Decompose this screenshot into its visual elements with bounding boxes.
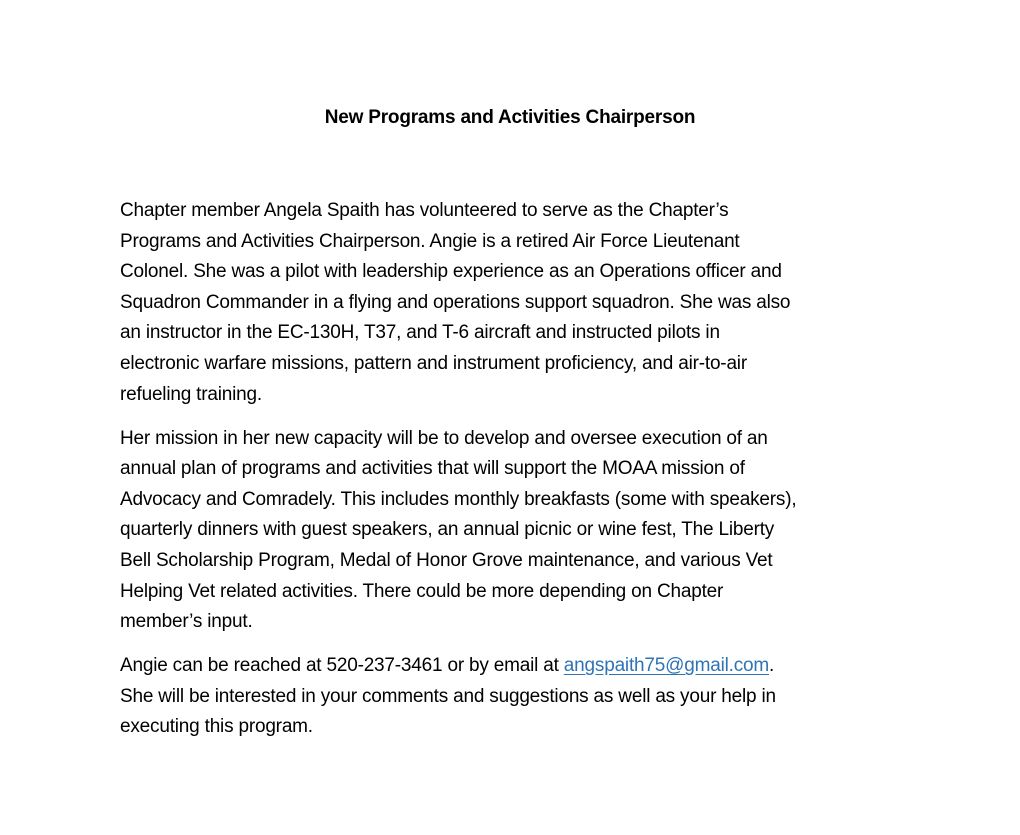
text-line: Squadron Commander in a flying and operations support squadron. She was also (120, 291, 791, 313)
text-line: an instructor in the EC-130H, T37, and T-6 aircraft and instructed pilots in (120, 322, 720, 344)
text-line: executing this program. (120, 716, 313, 738)
text-line: Helping Vet related activities. There could be more depending on Chapter (120, 580, 724, 602)
text-line: She will be interested in your comments and suggestions as well as your help in (120, 685, 776, 707)
text-line: Her mission in her new capacity will be to develop and oversee execution of an (120, 427, 768, 449)
email-link[interactable]: angspaith75@gmail.com (563, 655, 769, 677)
document-body (120, 196, 910, 743)
contact-text-after-link: . (769, 655, 775, 677)
text-line: quarterly dinners with guest speakers, an annual picnic or wine fest, The Liberty (120, 519, 775, 541)
document-title: New Programs and Activities Chairperson (324, 107, 696, 128)
text-line (120, 651, 910, 682)
text-line: Advocacy and Comradely. This includes monthly breakfasts (some with speakers), (120, 488, 797, 510)
text-line: refueling training. (120, 383, 262, 405)
text-line: electronic warfare missions, pattern and instrument proficiency, and air-to-air (120, 352, 747, 374)
text-line: Colonel. She was a pilot with leadership experience as an Operations officer and (120, 261, 782, 283)
text-line: Bell Scholarship Program, Medal of Honor Grove maintenance, and various Vet (120, 549, 773, 571)
paragraph-mission (120, 424, 910, 638)
text-line: annual plan of programs and activities that will support the MOAA mission of (120, 458, 745, 480)
paragraph-contact (120, 651, 910, 743)
text-line: member’s input. (120, 611, 253, 633)
text-line: Chapter member Angela Spaith has volunteered to serve as the Chapter’s (120, 200, 729, 221)
text-line: Programs and Activities Chairperson. Angie is a retired Air Force Lieutenant (120, 230, 740, 252)
contact-text-before-link: Angie can be reached at 520-237-3461 or by email at (120, 655, 564, 677)
paragraph-intro (120, 196, 910, 410)
